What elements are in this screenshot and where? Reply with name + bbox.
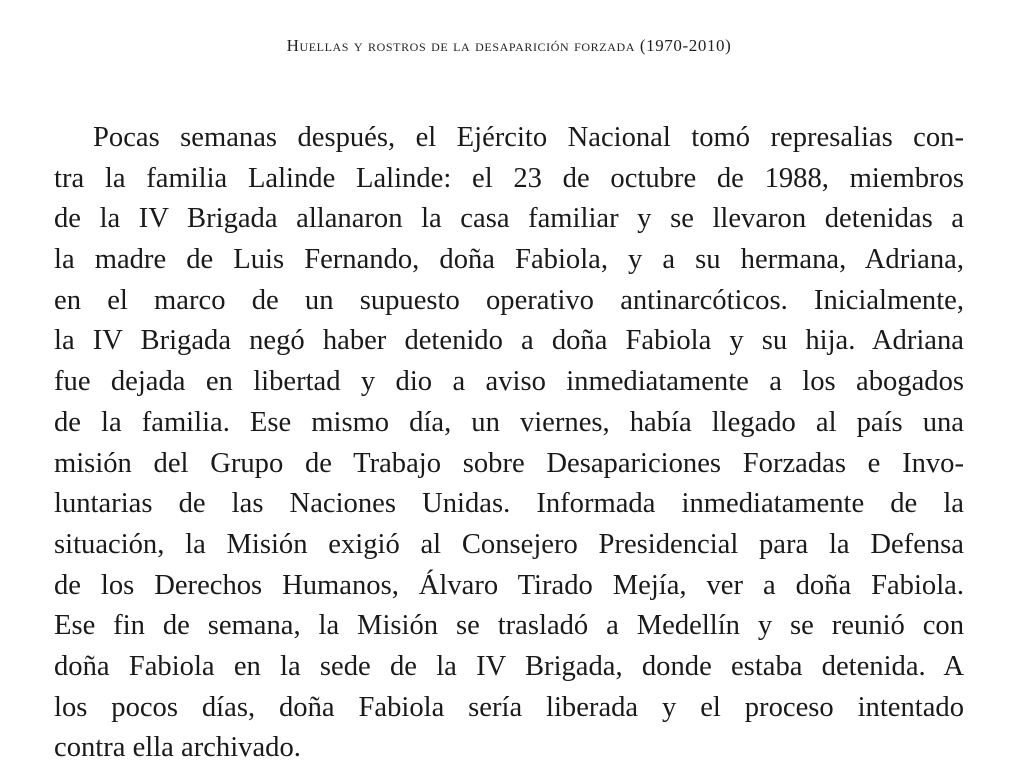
paragraph-line: contra ella archivado. <box>54 732 301 764</box>
running-header: Huellas y rostros de la desaparición forzada (1970-2010) <box>286 36 732 55</box>
body-paragraph <box>54 118 964 769</box>
paragraph-line: la IV Brigada negó haber detenido a doña Fabiola y su hija. Adriana <box>54 325 964 357</box>
paragraph-line: Pocas semanas después, el Ejército Nacional tomó represalias con- <box>93 122 964 153</box>
paragraph-line: fue dejada en libertad y dio a aviso inmediatamente a los abogados <box>54 366 964 398</box>
paragraph-line: situación, la Misión exigió al Consejero Presidencial para la Defensa <box>54 528 964 560</box>
paragraph-line: luntarias de las Naciones Unidas. Informada inmediatamente de la <box>54 488 964 520</box>
paragraph-line: de la familia. Ese mismo día, un viernes, había llegado al país una <box>54 406 964 438</box>
paragraph-line: Ese fin de semana, la Misión se trasladó a Medellín y se reunió con <box>54 610 964 642</box>
paragraph-line: la madre de Luis Fernando, doña Fabiola, y a su hermana, Adriana, <box>54 244 964 276</box>
paragraph-line: de la IV Brigada allanaron la casa familiar y se llevaron detenidas a <box>54 203 964 235</box>
paragraph-line: misión del Grupo de Trabajo sobre Desapariciones Forzadas e Invo- <box>54 447 964 479</box>
paragraph-line: doña Fabiola en la sede de la IV Brigada, donde estaba detenida. A <box>54 650 964 682</box>
paragraph-line: en el marco de un supuesto operativo antinarcóticos. Inicialmente, <box>54 284 964 316</box>
paragraph-line: de los Derechos Humanos, Álvaro Tirado Mejía, ver a doña Fabiola. <box>54 569 964 601</box>
paragraph-line: tra la familia Lalinde Lalinde: el 23 de octubre de 1988, miembros <box>54 162 964 194</box>
paragraph-line: los pocos días, doña Fabiola sería liberada y el proceso intentado <box>54 691 964 723</box>
